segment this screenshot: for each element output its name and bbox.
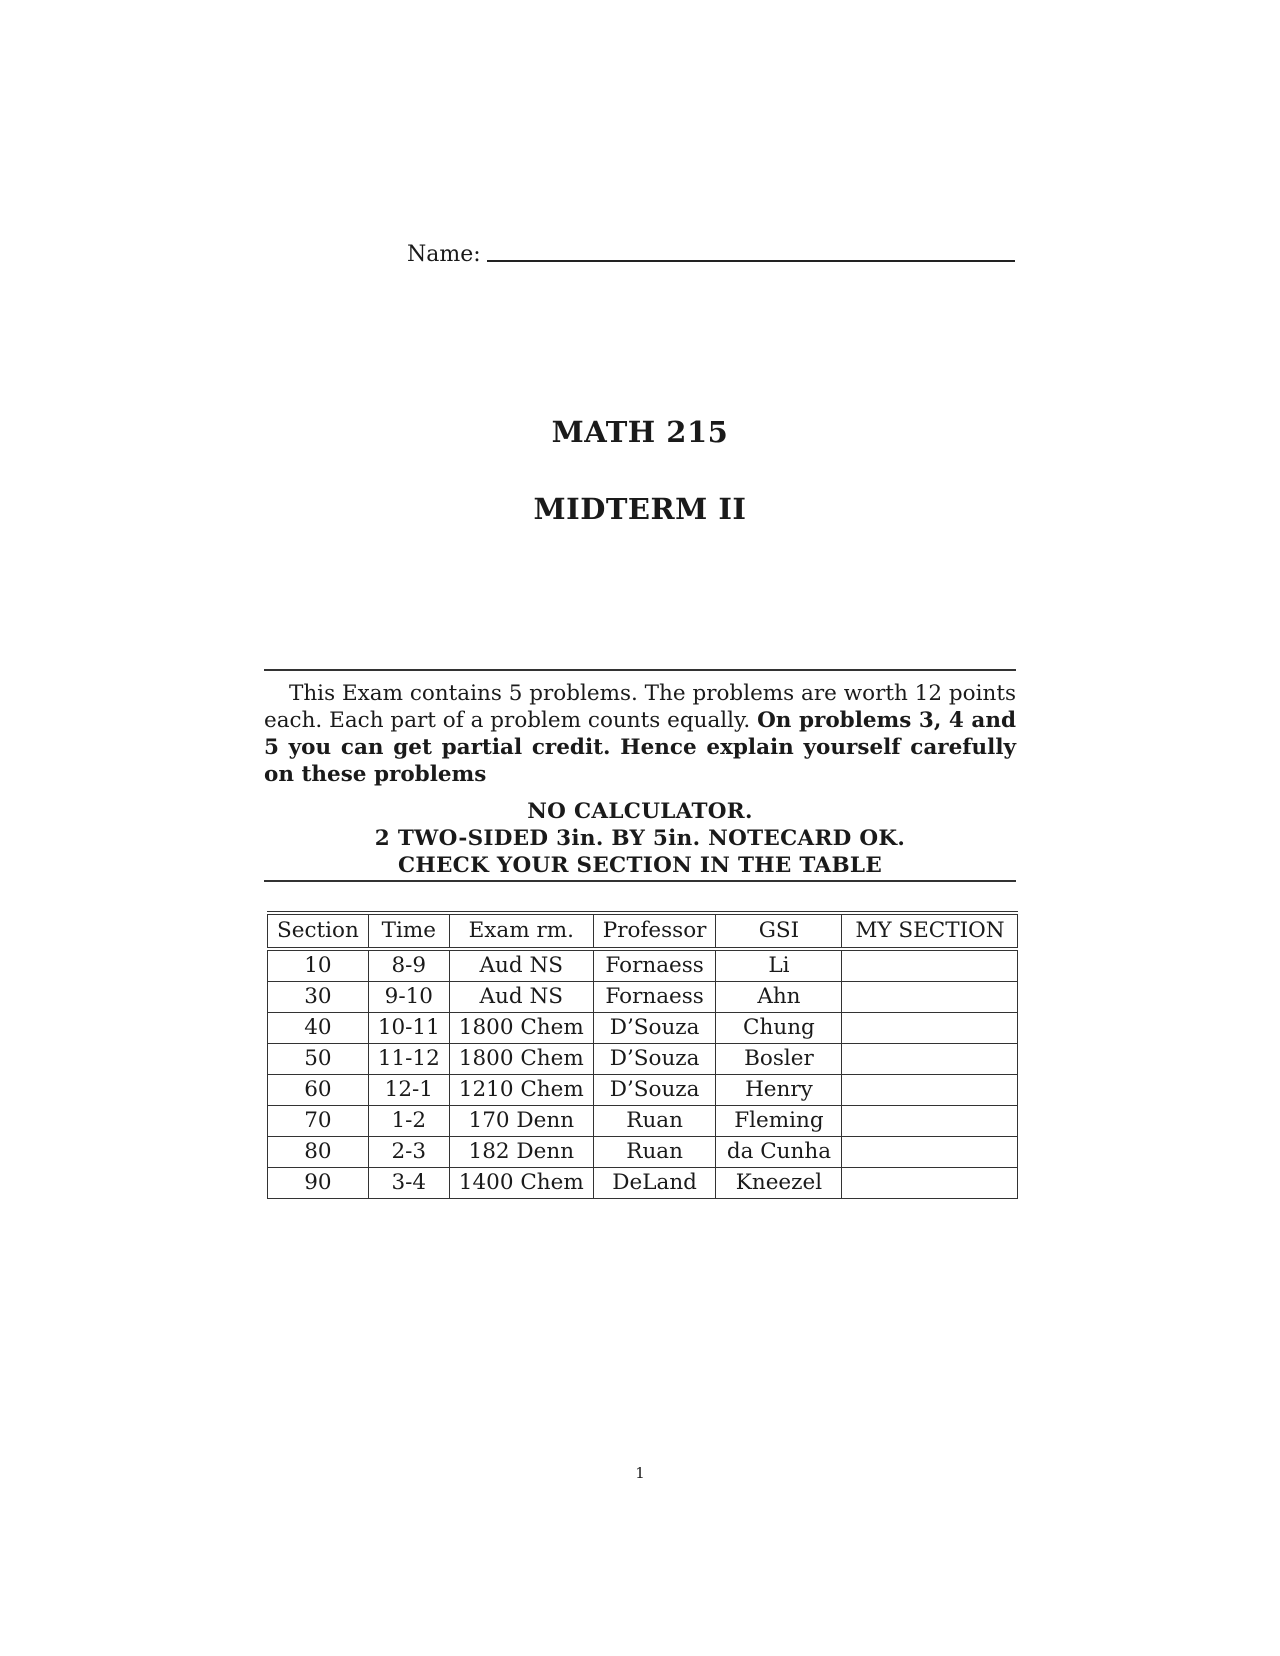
cell-gsi: Henry [716, 1075, 842, 1106]
cell-professor: D’Souza [593, 1044, 716, 1075]
cell-my-section-checkbox[interactable] [842, 949, 1018, 982]
cell-exam-room: 1800 Chem [449, 1013, 593, 1044]
cell-time: 12-1 [368, 1075, 449, 1106]
cell-gsi: Li [716, 949, 842, 982]
instructions-paragraph [264, 680, 1016, 788]
cell-professor: D’Souza [593, 1013, 716, 1044]
cell-professor: Ruan [593, 1106, 716, 1137]
cell-section: 40 [268, 1013, 369, 1044]
table-row [268, 949, 1018, 982]
instructions-top-rule [264, 669, 1016, 671]
header-professor: Professor [593, 913, 716, 949]
cell-professor: Ruan [593, 1137, 716, 1168]
cell-my-section-checkbox[interactable] [842, 1168, 1018, 1199]
cell-section: 30 [268, 982, 369, 1013]
page-number: 1 [635, 1464, 645, 1482]
table-row [268, 1044, 1018, 1075]
cell-section: 50 [268, 1044, 369, 1075]
cell-time: 1-2 [368, 1106, 449, 1137]
cell-my-section-checkbox[interactable] [842, 1013, 1018, 1044]
exam-title: MIDTERM II [533, 492, 747, 526]
table-row [268, 1075, 1018, 1106]
cell-gsi: Bosler [716, 1044, 842, 1075]
cell-gsi: Fleming [716, 1106, 842, 1137]
cell-gsi: Chung [716, 1013, 842, 1044]
section-table [267, 911, 1018, 1199]
cell-gsi: Kneezel [716, 1168, 842, 1199]
table-row [268, 1106, 1018, 1137]
cell-professor: D’Souza [593, 1075, 716, 1106]
instructions-bold-text: On problems 3, 4 and 5 you can get partial credit. Hence explain yourself carefully on these problems [264, 708, 1016, 787]
cell-my-section-checkbox[interactable] [842, 1075, 1018, 1106]
notice-check-section: CHECK YOUR SECTION IN THE TABLE [397, 853, 883, 878]
cell-my-section-checkbox[interactable] [842, 1044, 1018, 1075]
name-field-row [407, 240, 1015, 270]
instructions-plain-text: This Exam contains 5 problems. The problems are worth 12 points each. Each part of a problem counts equally. [264, 681, 1016, 733]
table-row [268, 1168, 1018, 1199]
header-time: Time [368, 913, 449, 949]
notice-notecard: 2 TWO-SIDED 3in. BY 5in. NOTECARD OK. [374, 826, 906, 851]
cell-gsi: da Cunha [716, 1137, 842, 1168]
cell-exam-room: 1210 Chem [449, 1075, 593, 1106]
cell-professor: DeLand [593, 1168, 716, 1199]
name-label: Name: [407, 242, 481, 267]
cell-exam-room: Aud NS [449, 982, 593, 1013]
cell-time: 9-10 [368, 982, 449, 1013]
cell-professor: Fornaess [593, 949, 716, 982]
cell-section: 90 [268, 1168, 369, 1199]
cell-time: 8-9 [368, 949, 449, 982]
header-exam-room: Exam rm. [449, 913, 593, 949]
cell-exam-room: Aud NS [449, 949, 593, 982]
cell-exam-room: 182 Denn [449, 1137, 593, 1168]
cell-exam-room: 170 Denn [449, 1106, 593, 1137]
cell-time: 3-4 [368, 1168, 449, 1199]
header-gsi: GSI [716, 913, 842, 949]
cell-time: 11-12 [368, 1044, 449, 1075]
table-row [268, 1137, 1018, 1168]
cell-time: 10-11 [368, 1013, 449, 1044]
cell-professor: Fornaess [593, 982, 716, 1013]
cell-exam-room: 1800 Chem [449, 1044, 593, 1075]
cell-section: 60 [268, 1075, 369, 1106]
name-blank-line[interactable] [487, 260, 1015, 262]
cell-section: 10 [268, 949, 369, 982]
cell-my-section-checkbox[interactable] [842, 1137, 1018, 1168]
cell-my-section-checkbox[interactable] [842, 982, 1018, 1013]
header-my-section: MY SECTION [842, 913, 1018, 949]
header-section: Section [268, 913, 369, 949]
table-row [268, 982, 1018, 1013]
cell-time: 2-3 [368, 1137, 449, 1168]
cell-gsi: Ahn [716, 982, 842, 1013]
table-row [268, 1013, 1018, 1044]
cell-my-section-checkbox[interactable] [842, 1106, 1018, 1137]
cell-section: 80 [268, 1137, 369, 1168]
instructions-bottom-rule [264, 880, 1016, 882]
cell-section: 70 [268, 1106, 369, 1137]
cell-exam-room: 1400 Chem [449, 1168, 593, 1199]
course-title: MATH 215 [551, 415, 729, 449]
table-header-row [268, 913, 1018, 949]
notice-no-calculator: NO CALCULATOR. [527, 799, 753, 824]
